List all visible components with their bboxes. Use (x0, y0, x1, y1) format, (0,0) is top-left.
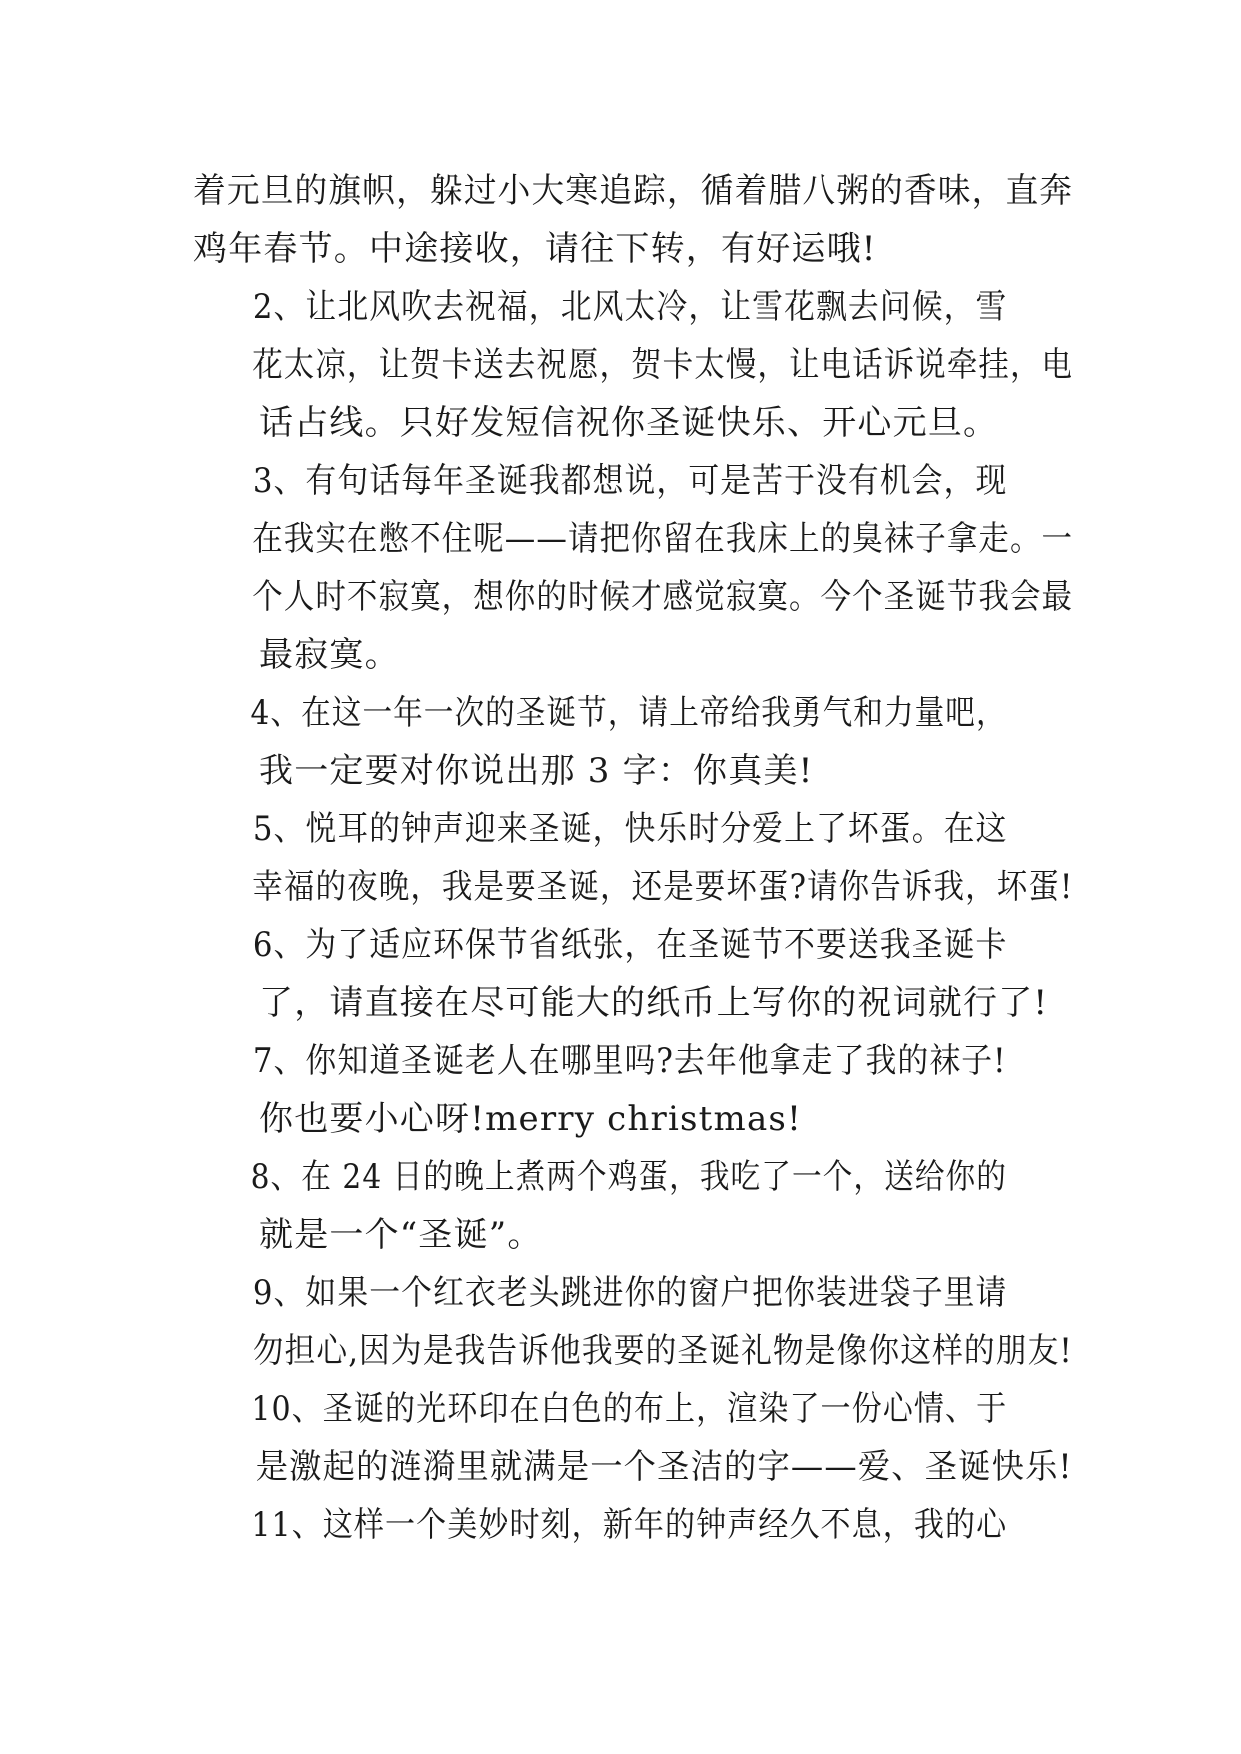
text-line: 我一定要对你说出那 3 字：你真美! (259, 751, 814, 791)
text-line: 就是一个“圣诞”。 (259, 1215, 543, 1255)
text-line: 话占线。只好发短信祝你圣诞快乐、开心元旦。 (259, 403, 999, 443)
text-line: 5、悦耳的钟声迎来圣诞，快乐时分爱上了坏蛋。在这 (252, 809, 1008, 849)
text-line: 9、如果一个红衣老头跳进你的窗户把你装进袋子里请 (252, 1273, 1008, 1313)
paragraph (193, 1032, 1073, 1148)
text-line: 7、你知道圣诞老人在哪里吗?去年他拿走了我的袜子! (252, 1041, 1007, 1081)
document-body (193, 162, 1073, 1554)
paragraph (193, 1264, 1073, 1380)
paragraph (193, 452, 1073, 684)
text-line: 个人时不寂寞，想你的时候才感觉寂寞。今个圣诞节我会最 (252, 577, 1074, 617)
paragraph (193, 1380, 1073, 1496)
paragraph (193, 1148, 1073, 1264)
text-line: 4、在这一年一次的圣诞节，请上帝给我勇气和力量吧， (250, 693, 1007, 733)
text-line: 8、在 24 日的晚上煮两个鸡蛋，我吃了一个，送给你的 (250, 1157, 1007, 1197)
text-line: 6、为了适应环保节省纸张，在圣诞节不要送我圣诞卡 (252, 925, 1008, 965)
text-line: 最寂寞。 (259, 635, 400, 675)
text-line: 着元旦的旗帜，躲过小大寒追踪，循着腊八粥的香味，直奔 (193, 171, 1074, 211)
text-line: 鸡年春节。中途接收，请往下转，有好运哦! (193, 229, 877, 269)
paragraph (193, 916, 1073, 1032)
text-line: 10、圣诞的光环印在白色的布上，渲染了一份心情、于 (251, 1389, 1008, 1429)
text-line: 你也要小心呀!merry christmas! (259, 1099, 802, 1139)
paragraph (193, 162, 1073, 278)
paragraph (193, 684, 1073, 800)
text-line: 是激起的涟漪里就满是一个圣洁的字——爱、圣诞快乐! (255, 1447, 1073, 1487)
text-line: 11、这样一个美妙时刻，新年的钟声经久不息，我的心 (251, 1505, 1008, 1545)
paragraph (193, 278, 1073, 452)
text-line: 2、让北风吹去祝福，北风太冷，让雪花飘去问候，雪 (252, 287, 1008, 327)
text-line: 花太凉，让贺卡送去祝愿，贺卡太慢，让电话诉说牵挂，电 (252, 345, 1074, 385)
text-line: 幸福的夜晚，我是要圣诞，还是要坏蛋?请你告诉我，坏蛋! (252, 867, 1074, 907)
paragraph (193, 1496, 1073, 1554)
paragraph (193, 800, 1073, 916)
text-line: 3、有句话每年圣诞我都想说，可是苦于没有机会，现 (252, 461, 1008, 501)
text-line: 勿担心,因为是我告诉他我要的圣诞礼物是像你这样的朋友! (252, 1331, 1073, 1371)
text-line: 在我实在憋不住呢——请把你留在我床上的臭袜子拿走。一 (252, 519, 1074, 559)
text-line: 了，请直接在尽可能大的纸币上写你的祝词就行了! (259, 983, 1049, 1023)
